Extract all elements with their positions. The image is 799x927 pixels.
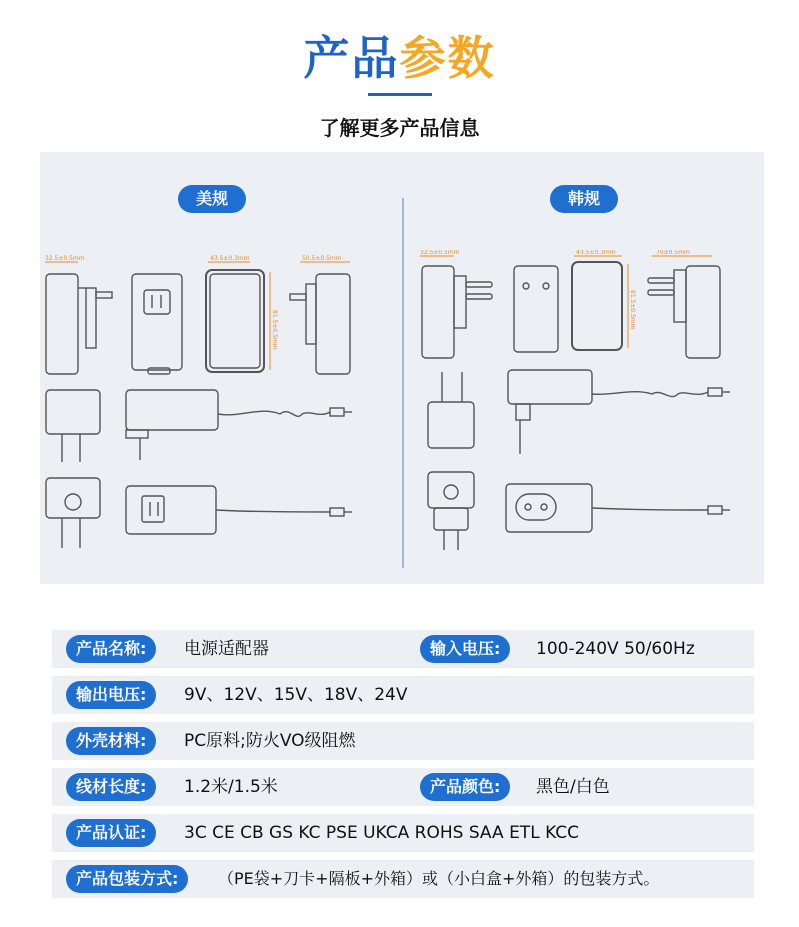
label-input-voltage: 输入电压: — [420, 635, 510, 663]
value-product-color: 黑色/白色 — [536, 777, 610, 797]
dim-kr-3: 81.5±0.5mm — [629, 290, 636, 330]
label-packaging: 产品包装方式: — [66, 865, 188, 893]
dim-kr-1: 32.5±0.5mm — [420, 250, 460, 256]
dim-us-4: 50.5±0.5mm — [302, 255, 342, 262]
title-underline — [368, 93, 432, 96]
dim-us-2: 43.5±0.3mm — [210, 255, 250, 262]
value-input-voltage: 100-240V 50/60Hz — [536, 639, 695, 659]
value-shell-material: PC原料;防火VO级阻燃 — [184, 731, 356, 751]
subtitle: 了解更多产品信息 — [319, 116, 480, 140]
dim-kr-4: 70±0.5mm — [656, 250, 690, 256]
spec-row-shell — [52, 722, 754, 760]
spec-row-cert — [52, 814, 754, 852]
value-cable-length: 1.2米/1.5米 — [184, 777, 278, 797]
value-packaging: （PE袋+刀卡+隔板+外箱）或（小白盒+外箱）的包装方式。 — [218, 869, 660, 888]
us-adapter-drawings — [40, 250, 400, 550]
page-title — [0, 28, 799, 88]
us-adapter-side-icon — [40, 250, 400, 550]
section-label-kr: 韩规 — [550, 185, 618, 213]
label-shell-material: 外壳材料: — [66, 727, 156, 755]
label-output-voltage: 输出电压: — [66, 681, 156, 709]
title-part-2: 参数 — [399, 31, 496, 85]
spec-row-cable-color — [52, 768, 754, 806]
dim-us-3: 81.5±0.5mm — [271, 310, 278, 350]
spec-row-output — [52, 676, 754, 714]
label-cable-length: 线材长度: — [66, 773, 156, 801]
kr-adapter-side-icon — [412, 250, 762, 550]
spec-row-name-input — [52, 630, 754, 668]
section-label-us: 美规 — [178, 185, 246, 213]
label-product-color: 产品颜色: — [420, 773, 510, 801]
value-product-name: 电源适配器 — [184, 639, 269, 659]
value-certification: 3C CE CB GS KC PSE UKCA ROHS SAA ETL KCC — [184, 823, 580, 843]
label-certification: 产品认证: — [66, 819, 156, 847]
label-product-name: 产品名称: — [66, 635, 156, 663]
panel-divider — [402, 198, 404, 568]
spec-row-packaging — [52, 860, 754, 898]
dim-kr-2: 43.5±0.3mm — [576, 250, 616, 256]
dim-us-1: 32.5±0.5mm — [45, 255, 85, 262]
value-output-voltage: 9V、12V、15V、18V、24V — [184, 685, 408, 705]
kr-adapter-drawings — [412, 250, 762, 550]
title-part-1: 产品 — [303, 31, 400, 85]
